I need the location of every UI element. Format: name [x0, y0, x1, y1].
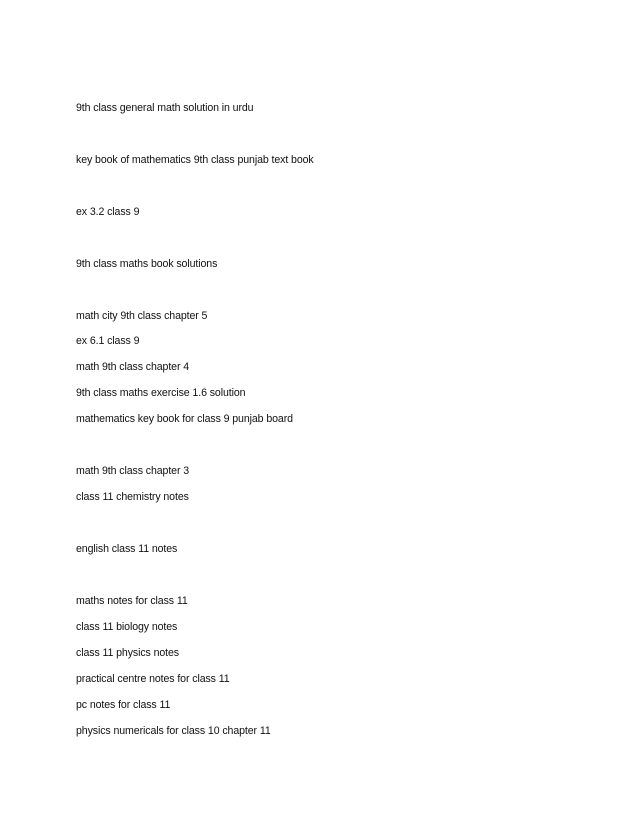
text-line: math city 9th class chapter 5 [76, 310, 208, 322]
text-line: maths notes for class 11 [76, 595, 188, 607]
text-line: 9th class maths book solutions [76, 258, 218, 270]
text-line: class 11 physics notes [76, 647, 180, 659]
text-line: math 9th class chapter 4 [76, 361, 190, 373]
text-line: class 11 chemistry notes [76, 491, 189, 503]
text-line: practical centre notes for class 11 [76, 673, 230, 685]
text-line: ex 6.1 class 9 [76, 335, 140, 347]
text-line: mathematics key book for class 9 punjab board [76, 413, 293, 425]
text-line: pc notes for class 11 [76, 699, 171, 711]
text-line: 9th class maths exercise 1.6 solution [76, 387, 246, 399]
text-line: class 11 biology notes [76, 621, 178, 633]
text-line: math 9th class chapter 3 [76, 465, 190, 477]
text-line: english class 11 notes [76, 543, 178, 555]
text-line: key book of mathematics 9th class punjab text book [76, 154, 314, 166]
text-line: 9th class general math solution in urdu [76, 102, 254, 114]
text-line: physics numericals for class 10 chapter 11 [76, 725, 271, 737]
text-line: ex 3.2 class 9 [76, 206, 140, 218]
